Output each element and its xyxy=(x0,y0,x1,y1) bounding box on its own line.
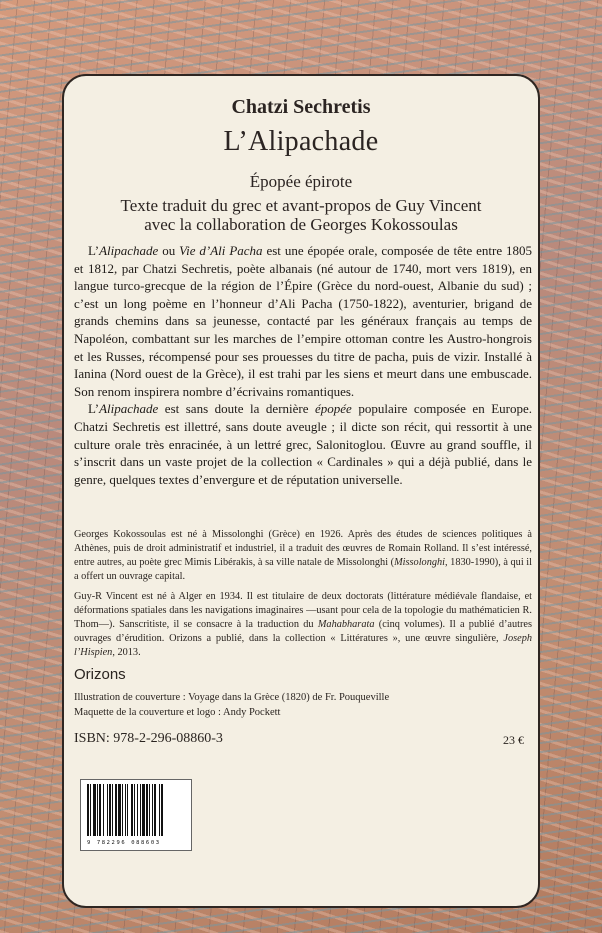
barcode-digits: 9 782296 088603 xyxy=(87,840,161,846)
isbn: ISBN: 978-2-296-08860-3 xyxy=(74,731,223,746)
translation-credit-line-2: avec la collaboration de Georges Kokossoulas xyxy=(144,215,458,234)
blurb-paragraph-1: L’Alipachade ou Vie d’Ali Pacha est une épopée orale, composée de tête entre 1805 et 1812, par Chatzi Sechretis, poète albanais (né autour de 1740, mort vers 1819), en langue turco-grecque de la région de l’Épire (Grèce du nord-ouest, Albanie du sud) ; c’est un long poème en l’honneur d’Ali Pacha (1750-1822), aventurier, brigand de grands chemins dans sa jeunesse, contacté par les généraux français au temps de Napoléon, combattant sur les marches de l’empire ottoman contre les Austro-hongrois et les Russes, récompensé pour ses prouesses du titre de pacha, puis de vizir. Installé à Ianina (Nord ouest de la Grèce), il est trahi par les siens et meurt dans une embuscade. Son renom inspirera nombre d’écrivains romantiques. xyxy=(74,243,533,399)
cover-credits xyxy=(74,690,532,720)
price: 23 € xyxy=(503,733,524,747)
emphasis-italic: épopée xyxy=(315,401,352,417)
blurb xyxy=(74,242,532,488)
blurb-paragraph-2: L’Alipachade est sans doute la dernière épopée populaire composée en Europe. Chatzi Sechretis est illettré, sans doute aveugle ; il dicte son récit, qui ressortit à une culture orale très enracinée, à un lettré grec, Salonitoglou. Œuvre au grand souffle, il s’inscrit dans un vaste projet de la collection « Cardinales » qui a déjà publié, dans le genre, quelques textes d’envergure et de réputation universelle. xyxy=(74,401,532,487)
bio-vincent: Guy-R Vincent est né à Alger en 1934. Il est titulaire de deux doctorats (littérature médiévale flandaise, et déformations spatiales dans les navigations imaginaires —usant pour cela de la topologie du mathématicien R. Thom—). Sanscritiste, il se consacre à la traduction du Mahabharata (cinq volumes). Il a publié d’autres ouvrages d’érudition. Orizons a publié, dans la collection « Littératures », une œuvre singulière, Joseph l’Hispien, 2013. xyxy=(74,591,532,658)
layout-credit: Maquette de la couverture et logo : Andy Pockett xyxy=(74,707,281,718)
publisher-name: Orizons xyxy=(74,666,126,683)
back-cover-panel xyxy=(62,74,540,908)
barcode-icon xyxy=(85,784,187,838)
title-italic: Vie d’Ali Pacha xyxy=(179,243,263,258)
translation-credit xyxy=(64,196,538,234)
bio-kokossoulas: Georges Kokossoulas est né à Missolonghi (Grèce) en 1926. Après des études de sciences politiques à Athènes, puis de droit administratif et industriel, il a traduit des œuvres de Romain Rolland. Il s’est intéressé, entre autres, au poète grec Mimis Libérakis, à sa ville natale de Missolonghi (Missolonghi, 1830-1990), à qui il a offert un ouvrage capital. xyxy=(74,529,532,582)
author-name: Chatzi Sechretis xyxy=(231,96,371,118)
title-italic: Alipachade xyxy=(99,401,159,417)
translation-credit-line-1: Texte traduit du grec et avant-propos de Guy Vincent xyxy=(120,196,482,215)
book-subtitle: Épopée épirote xyxy=(249,172,353,191)
barcode xyxy=(80,779,192,851)
book-title: L’Alipachade xyxy=(223,126,379,157)
contributor-bios xyxy=(74,528,532,666)
illustration-credit: Illustration de couverture : Voyage dans la Grèce (1820) de Fr. Pouqueville xyxy=(74,692,390,703)
title-italic: Alipachade xyxy=(99,243,159,258)
